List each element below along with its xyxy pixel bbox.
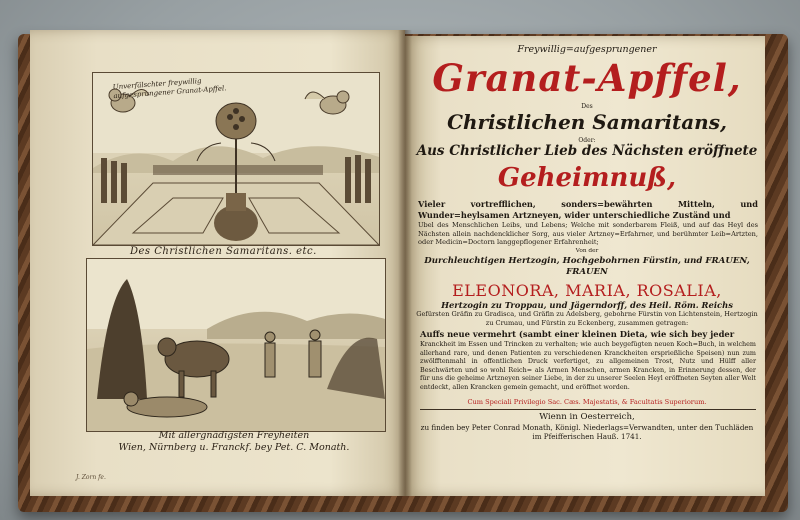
imprint-line: Wien, Nürnberg u. Franckf. bey Pet. C. Monath. xyxy=(118,442,350,453)
place-of-publication: Wienn in Oesterreich, xyxy=(539,412,635,422)
title-geheimnuss: Geheimnuß, xyxy=(497,163,677,193)
title-aus-christlicher: Aus Christlicher Lieb des Nächsten eröffnete xyxy=(416,143,758,159)
connector-von-der: Von der xyxy=(575,248,599,254)
engraving-garden xyxy=(92,72,380,246)
engraving-samaritan xyxy=(86,258,386,432)
divider-rule xyxy=(420,409,756,410)
edition-note: Auffs neue vermehrt (sambt einer kleinen Dieta, wie sich bey jeder xyxy=(420,329,735,339)
engraver-signature: J. Zorn fe. xyxy=(76,474,106,481)
dedicatee-name: ELEONORA, MARIA, ROSALIA, xyxy=(452,281,722,300)
main-title-granat: Granat-Apffel, xyxy=(432,56,742,100)
dedication-durchleuchtigen: Durchleuchtigen Hertzogin, Hochgebohrnen Fürstin, und FRAUEN, FRAUEN xyxy=(424,256,750,277)
caption-top: Des Christlichen Samaritans. etc. xyxy=(130,246,317,257)
edition-description: Kranckheit im Essen und Trincken zu verhalten; wie auch beygefügten neuen Koch=Buch, in welchem allerhand rare, und denen Patienten zu verschiedenen Kranckheiten ersprießliche Speisen) nun zum zwölfftenmahl in offentlichen Druck verfertiget, zu allgemeinen Trost, Nutz und Hülff aller Beschwärten und so wohl Reich= als Armen Menschen, armen Krancken, in Erinnerung dessen, der für uns die geheime Artzneyen seiner Liebe, in der zu unserer Seelen Heyl eröffneten Seyten aller Welt entdeckt, allen Krancken gemein gemacht, und eröffnet worden. xyxy=(420,340,756,391)
connector-des: Des xyxy=(581,103,593,110)
body-text-1: Vieler vortrefflichen, sonders=bewährten Mitteln, und Wunder=heylsamen Artzneyen, wider unterschiedliche Zuständ und xyxy=(418,199,758,220)
title-christlichen: Christlichen Samaritans, xyxy=(447,110,727,134)
dedicatee-titles-2: Gefürsten Gräfin zu Gradisca, und Gräfin zu Adelsberg, gebohrne Fürstin von Lichtenstein, Hertzogin zu Crumau, und Fürstin zu Eckenberg, zusammen getragen: xyxy=(416,310,758,327)
subtitle-freywillig: Freywillig=aufgesprungener xyxy=(517,44,657,55)
engraving-banner: Unverfälschter freywillig aufgesprungener Granat-Apffel. xyxy=(112,77,227,101)
caption-bottom xyxy=(84,430,384,454)
publisher-line: zu finden bey Peter Conrad Monath, Königl. Niederlags=Verwandten, unter den Tuchläden im Pfeifferischen Hauß. 1741. xyxy=(420,423,754,441)
body-text-2: Ubel des Menschlichen Leibs, und Lebens; Welche mit sonderbarem Fleiß, und auf das Heyl des Nächsten allein nachdencklicher Sorg, aus vieler Artzney=Erfahrner, und berühmter Leib=Artzten, oder Medicin=Doctorn langgepflogener Erfahrenheit; xyxy=(418,221,758,246)
book-gutter xyxy=(398,30,412,496)
dedicatee-titles: Hertzogin zu Troppau, und Jägerndorff, des Heil. Röm. Reichs xyxy=(441,300,733,310)
samaritan-illustration xyxy=(87,259,385,431)
connector-oder: Oder: xyxy=(578,137,596,144)
privilege-note: Cum Speciali Privilegio Sac. Cæs. Majestatis, & Facultatis Superiorum. xyxy=(467,398,707,406)
privilege-line: Mit allergnädigsten Freyheiten xyxy=(158,430,310,441)
